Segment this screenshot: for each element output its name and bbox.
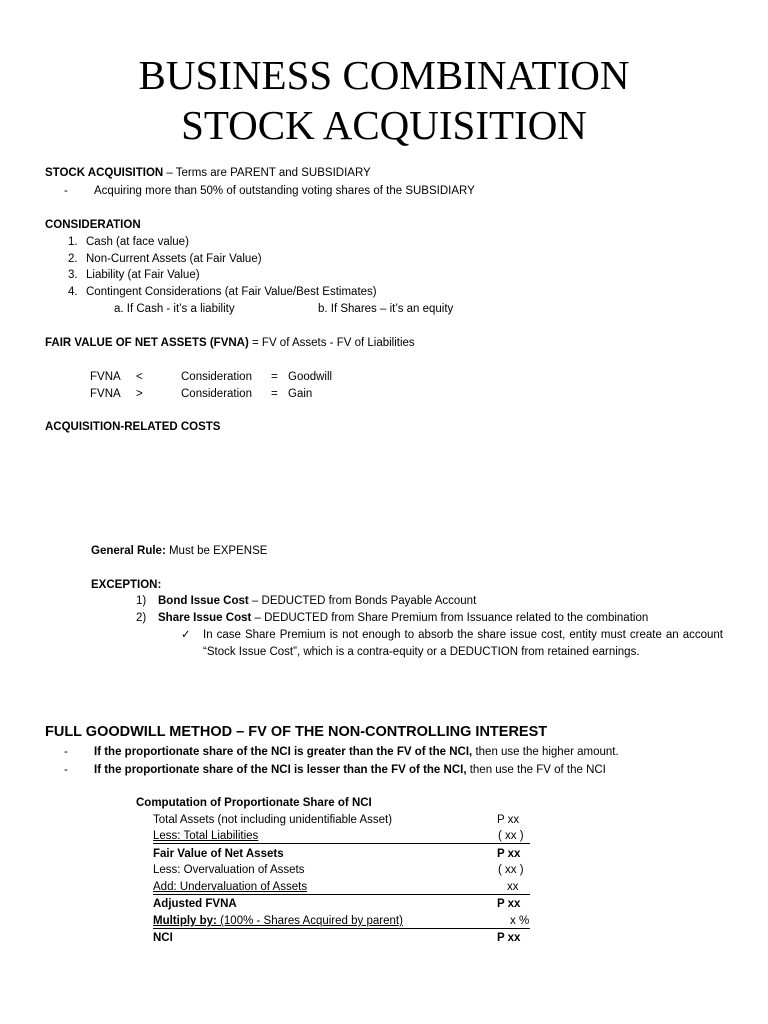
dash-bullet: - (64, 746, 68, 758)
bullet-text: then use the higher amount. (472, 746, 619, 758)
consideration-item-1 (68, 234, 189, 251)
stock-acquisition-label: STOCK ACQUISITION (45, 167, 164, 179)
item-text: Non-Current Assets (at Fair Value) (86, 253, 262, 265)
fvna-row-1-consideration: Consideration (181, 371, 252, 383)
fvna-row-2-a: FVNA (90, 388, 121, 400)
checkmark-icon: ✓ (181, 629, 191, 641)
exception-heading: EXCEPTION: (91, 579, 162, 591)
fvna-row-2-result: Gain (288, 388, 313, 400)
item-number: 4. (68, 286, 78, 298)
item-number: 3. (68, 269, 78, 281)
exception-text: – DEDUCTED from Share Premium from Issuance related to the combination (251, 612, 649, 624)
row-amount: P xx (497, 848, 521, 860)
fvna-row-1-op: < (136, 371, 143, 383)
fvna-row-2-consideration: Consideration (181, 388, 252, 400)
total-underline (153, 843, 530, 844)
item-text: Liability (at Fair Value) (86, 269, 200, 281)
computation-row (153, 812, 533, 829)
fvna-row-2-op: > (136, 388, 143, 400)
document-title (0, 50, 768, 150)
item-number: 1) (136, 595, 147, 607)
item-number: 2. (68, 253, 78, 265)
computation-row (153, 930, 533, 947)
computation-heading: Computation of Proportionate Share of NCI (136, 797, 372, 809)
item-number: 2) (136, 612, 147, 624)
row-label: Fair Value of Net Assets (153, 848, 284, 860)
consideration-item-2 (68, 251, 262, 268)
row-amount: ( xx ) (498, 864, 524, 876)
full-goodwill-bullet-2 (64, 762, 606, 779)
row-amount: ( xx ) (498, 830, 524, 842)
row-label: Total Assets (not including unidentifiable Asset) (153, 814, 393, 826)
bullet-text: then use the FV of the NCI (466, 764, 606, 776)
row-amount: P xx (497, 814, 520, 826)
consideration-item-3 (68, 267, 200, 284)
title-line-2: STOCK ACQUISITION (181, 102, 587, 148)
share-premium-note: In case Share Premium is not enough to absorb the share issue cost, entity must create an account “Stock Issue Cost”, which is a contra-equity or a DEDUCTION from retained earnings. (203, 629, 723, 658)
consideration-sub-a: a. If Cash - it’s a liability (114, 303, 235, 315)
computation-row (153, 896, 533, 913)
computation-row (153, 846, 533, 863)
fvna-row-1-a: FVNA (90, 371, 121, 383)
bullet-bold: If the proportionate share of the NCI is greater than the FV of the NCI, (94, 746, 473, 758)
row-amount: P xx (497, 898, 521, 910)
full-goodwill-heading: FULL GOODWILL METHOD – FV OF THE NON-CONTROLLING INTEREST (45, 724, 548, 740)
row-label: Less: Total Liabilities (153, 830, 259, 842)
exception-text: – DEDUCTED from Bonds Payable Account (248, 595, 477, 607)
item-text: Contingent Considerations (at Fair Value/Best Estimates) (86, 286, 377, 298)
row-label: NCI (153, 932, 173, 944)
exception-label: Share Issue Cost (158, 612, 252, 624)
fvna-row-2-eq: = (271, 388, 278, 400)
total-underline (153, 894, 530, 895)
fvna-label: FAIR VALUE OF NET ASSETS (FVNA) (45, 337, 249, 349)
computation-row (153, 862, 533, 879)
general-rule (91, 543, 267, 560)
fvna-row-1-result: Goodwill (288, 371, 333, 383)
title-line-1: BUSINESS COMBINATION (138, 52, 630, 98)
stock-acquisition-terms: – Terms are PARENT and SUBSIDIARY (163, 167, 371, 179)
exception-label: Bond Issue Cost (158, 595, 249, 607)
exception-item-1 (136, 593, 476, 610)
acq-costs-heading: ACQUISITION-RELATED COSTS (45, 421, 221, 433)
consideration-item-4 (68, 284, 377, 301)
row-label-rest: (100% - Shares Acquired by parent) (216, 915, 403, 927)
fvna-row-1-eq: = (271, 371, 278, 383)
fvna-heading (45, 335, 415, 352)
row-label: Adjusted FVNA (153, 898, 237, 910)
item-text: Cash (at face value) (86, 236, 189, 248)
item-number: 1. (68, 236, 78, 248)
stock-acquisition-bullet (64, 183, 475, 200)
stock-acquisition-heading (45, 165, 371, 182)
dash-bullet: - (64, 185, 68, 197)
general-rule-text: Must be EXPENSE (165, 545, 268, 557)
consideration-heading: CONSIDERATION (45, 219, 141, 231)
consideration-sub-b: b. If Shares – it’s an equity (318, 303, 454, 315)
row-label: Add: Undervaluation of Assets (153, 881, 308, 893)
bullet-bold: If the proportionate share of the NCI is lesser than the FV of the NCI, (94, 764, 467, 776)
full-goodwill-bullet-1 (64, 744, 619, 761)
exception-item-2 (136, 610, 648, 627)
row-label: Less: Overvaluation of Assets (153, 864, 305, 876)
fvna-formula: = FV of Assets - FV of Liabilities (248, 337, 415, 349)
row-label-bold: Multiply by: (153, 915, 217, 927)
row-amount: xx (507, 881, 519, 893)
total-underline (153, 928, 530, 929)
row-amount: x % (510, 915, 530, 927)
row-amount: P xx (497, 932, 521, 944)
dash-bullet: - (64, 764, 68, 776)
general-rule-label: General Rule: (91, 545, 166, 557)
bullet-text: Acquiring more than 50% of outstanding voting shares of the SUBSIDIARY (94, 185, 475, 197)
